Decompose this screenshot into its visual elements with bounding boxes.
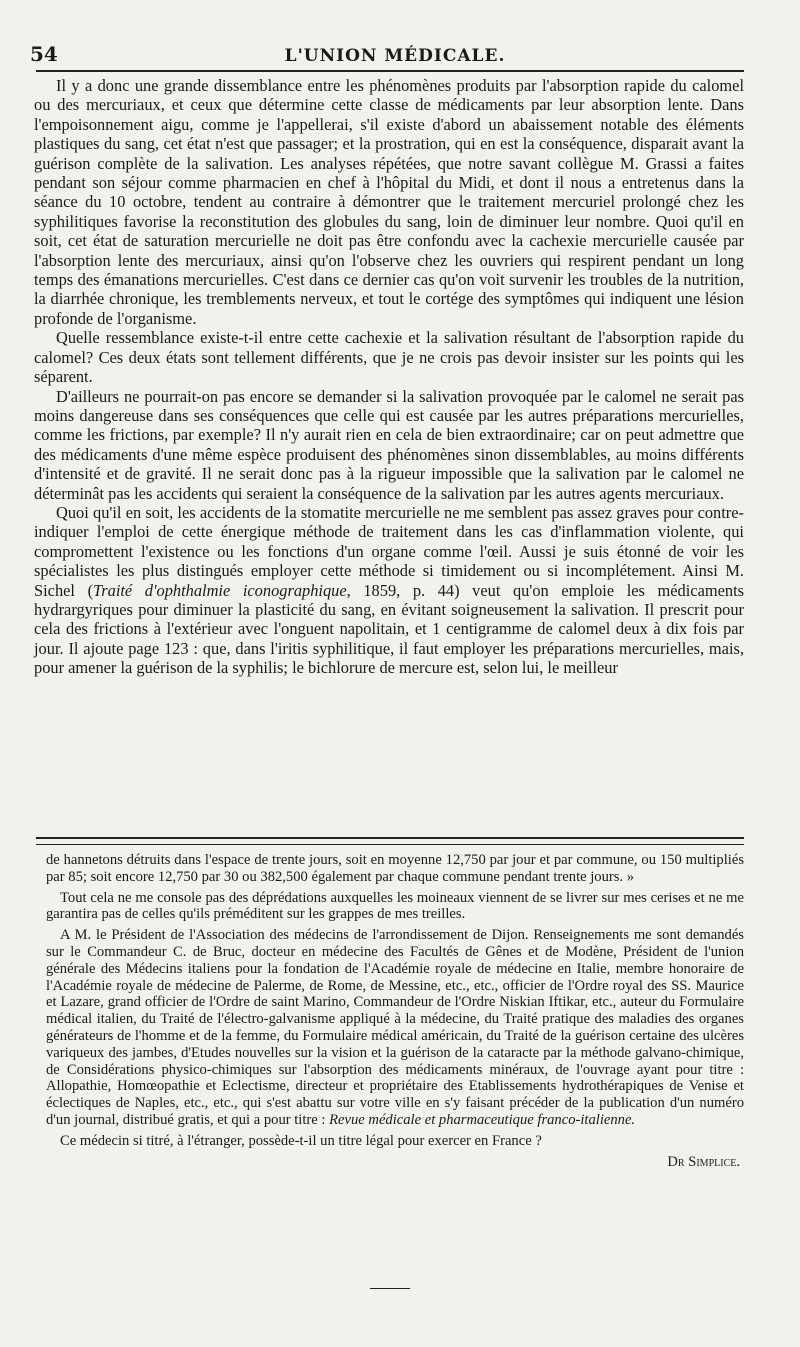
note-paragraph-3-text: A M. le Président de l'Association des médecins de l'arrondissement de Dijon. Renseignements me sont demandés sur le Commandeur C. de Bruc, docteur en médecine des Facultés de Gênes et de Modène, Président de l'union générale des Médecins italiens pour la fondation de l'Académie royale de médecine en Italie, membre honoraire de l'Académie royale de médecine de Palerme, de Rome, de Messine, etc., etc., officier de l'Ordre royal des SS. Maurice et Lazare, grand officier de l'Ordre de saint Marino, Commandeur de l'Ordre Niskian Iftikar, etc., auteur du Formulaire médical italien, du Traité de l'électro-galvanisme appliqué à la médecine, du Traité pratique des maladies des organes générateurs de l'homme et de la femme, du Formulaire médical américain, du Traité de la guérison certaine des ulcères variqueux des jambes, d'Etudes nouvelles sur la vision et la guérison de la cataracte par la méthode galvano-chimique, de Considérations physico-chimiques sur l'absorption des médicaments minéraux, de l'ouvrage ayant pour titre : Allopathie, Homœopathie et Eclectisme, directeur et propriétaire des Etablissements hydrothérapiques de Venise et éclectiques de Naples, etc., etc., qui s'est abattu sur votre ville en s'y faisant précéder de la publication d'un numéro d'un journal, distribué gratis, et qui a pour titre : — [46, 927, 744, 1128]
paragraph-4-part-b: , 1859, p. 44) veut qu'on emploie les médicaments hydrargyriques pour diminuer la plasticité du sang, en évitant soigneusement la salivation. Il prescrit pour cela des frictions à l'extérieur avec l'onguent napolitain, et 1 centigramme de calomel deux à dix fois par jour. Il ajoute page 123 : que, dans l'iritis syphilitique, il faut employer les préparations mercurielles, mais, pour amener la guérison de la syphilis; le bichlorure de mercure est, selon lui, le meilleur — [34, 580, 745, 678]
running-title: L'UNION MÉDICALE. — [284, 46, 506, 66]
journal-title: Revue médicale et pharmaceutique franco-italienne. — [329, 1111, 636, 1128]
page-number: 54 — [30, 42, 58, 66]
book-title: Traité d'ophthalmie iconographique — [93, 580, 347, 600]
section-divider — [36, 837, 744, 845]
end-rule — [370, 1288, 410, 1289]
signature: Dr Simplice. — [667, 1153, 740, 1170]
note-paragraph-3 — [46, 927, 744, 1129]
paragraph-2: Quelle ressemblance existe-t-il entre cette cachexie et la salivation résultant de l'absorption rapide du calomel? Ces deux états sont tellement différents, que je ne crois pas devoir insister sur les points qui les séparent. — [34, 328, 744, 387]
header-rule — [36, 70, 744, 72]
note-paragraph-4: Ce médecin si titré, à l'étranger, possède-t-il un titre légal pour exercer en France ? — [60, 1132, 542, 1149]
page-header — [30, 30, 760, 66]
main-text — [34, 76, 744, 678]
paragraph-3: D'ailleurs ne pourrait-on pas encore se demander si la salivation provoquée par le calomel ne serait pas moins dangereuse dans ses conséquences que celle qui est causée par les autres préparations mercurielles, comme les frictions, par exemple? Il n'y aurait rien en cela de bien extraordinaire; car on peut admettre que des médicaments d'une même espèce produisent des phénomènes sinon dissemblables, au moins différents d'intensité et de gravité. Il ne serait donc pas à la rigueur impossible que la salivation par le calomel ne déterminât pas les accidents qui seraient la conséquence de la salivation par les autres agents mercuriaux. — [34, 386, 744, 503]
paragraph-4-part-a: Quoi qu'il en soit, les accidents de la stomatite mercurielle ne me semblent pas assez graves pour contre-indiquer l'emploi de cette énergique méthode de traitement dans les cas d'inflammation violente, qui compromettent l'existence ou les fonctions d'un organe comme l'œil. Aussi je suis étonné de voir les spécialistes les plus distingués employer cette méthode si timidement ou si incomplétement. Ainsi M. Sichel ( — [34, 502, 744, 600]
paragraph-1: Il y a donc une grande dissemblance entre les phénomènes produits par l'absorption rapide du calomel ou des mercuriaux, et ceux que détermine cette classe de médicaments par leur absorption lente. Dans l'empoisonnement aigu, comme je l'appellerai, s'il existe d'abord un abaissement notable des éléments plastiques du sang, cet état n'est que passager; et la prostration, qui en est la conséquence, disparait avant la guérison complète de la salivation. Les analyses répétées, que notre savant collègue M. Grassi a faites pendant son séjour comme pharmacien en chef à l'hôpital du Midi, et dont il nous a entretenus dans la séance du 10 octobre, tendent au contraire à démontrer que le traitement mercuriel prolongé chez les syphilitiques favorise la reconstitution des globules du sang, loin de diminuer leur nombre. Quoi qu'il en soit, cet état de saturation mercurielle ne doit pas être confondu avec la cachexie mercurielle causée par l'absorption lente des mercuriaux, ainsi qu'on l'observe chez les ouvriers qui respirent pendant un long temps des émanations mercurielles. C'est dans ce dernier cas qu'on voit survenir les troubles de la nutrition, la diarrhée chronique, les tremblements nerveux, et tout le cortége des symptômes qui indiquent une lésion profonde de l'organisme. — [34, 76, 744, 328]
paragraph-4 — [34, 503, 744, 678]
feuilleton-text — [46, 852, 744, 1170]
note-paragraph-2: Tout cela ne me console pas des déprédations auxquelles les moineaux viennent de se livrer sur mes cerises et ne me garantira pas de celles qu'ils préméditent sur les grappes de mes treilles. — [46, 889, 744, 923]
note-paragraph-1: de hannetons détruits dans l'espace de trente jours, soit en moyenne 12,750 par jour et par commune, ou 150 multipliés par 85; soit encore 12,750 par 30 ou 382,500 également par chaque commune pendant trente jours. » — [46, 852, 744, 885]
